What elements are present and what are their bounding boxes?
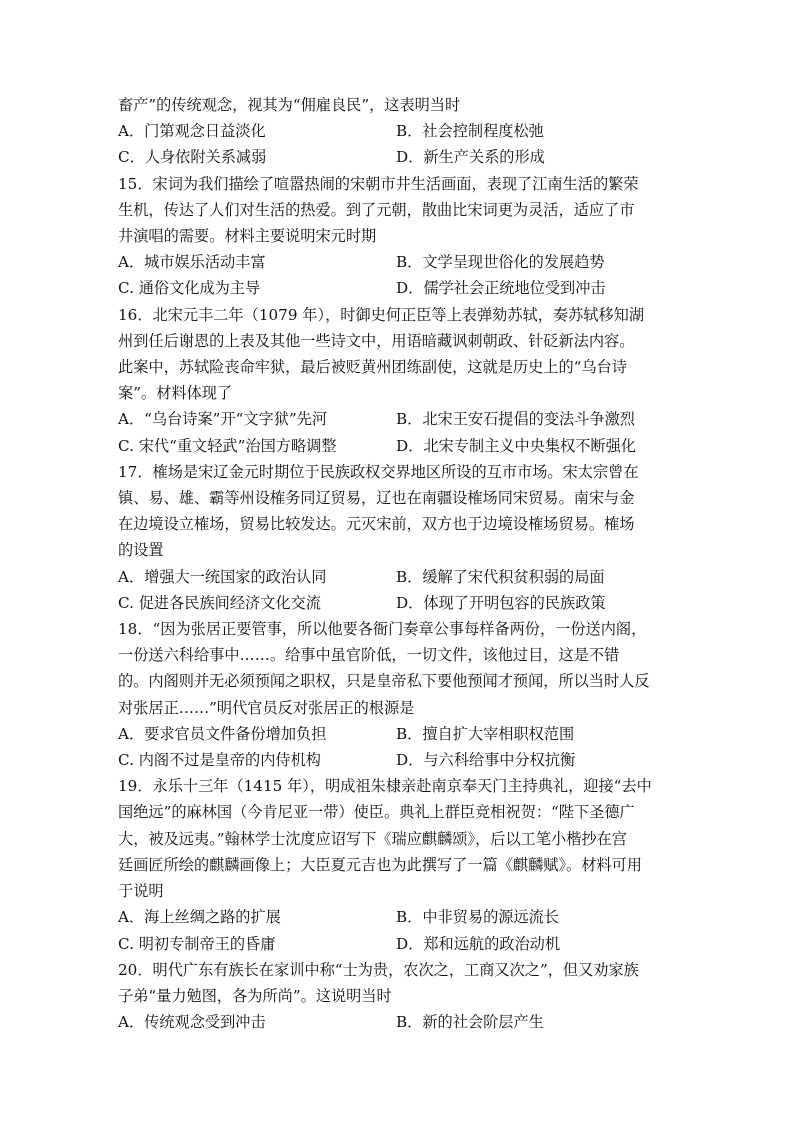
question-text-line: 20．明代广东有族长在家训中称“士为贵，农次之，工商又次之”，但又劝家族: [118, 960, 639, 979]
option-c: C．人身依附关系减弱: [118, 148, 267, 167]
option-d: D．新生产关系的形成: [396, 148, 545, 167]
option-c: C. 宋代“重文轻武”治国方略调整: [118, 436, 337, 455]
question-text-line: 的设置: [118, 541, 164, 560]
question-text-line: 畜产”的传统观念，视其为“佣雇良民”，这表明当时: [118, 96, 461, 114]
option-row: [118, 1009, 678, 1035]
question-text-line: 一份送六科给事中……。给事中虽官阶低，一切文件，该他过目，这是不错: [118, 646, 620, 665]
question-text-line: 对张居正……”明代官员反对张居正的根源是: [118, 698, 415, 717]
option-d: D．与六科给事中分权抗衡: [396, 751, 576, 770]
option-row: [118, 144, 678, 170]
question-17: [118, 459, 678, 616]
question-text-line: 19．永乐十三年（1415 年），明成祖朱棣亲赴南京奉天门主持典礼，迎接“去中: [118, 777, 652, 796]
option-b: B．中非贸易的源远流长: [396, 908, 560, 927]
option-row: [118, 433, 678, 459]
question-text-line: 案”。材料体现了: [118, 384, 233, 403]
option-c: C. 促进各民族间经济文化交流: [118, 593, 321, 612]
question-text-line: 的。内阁则并无必须预闻之职权，只是皇帝私下要他预闻才预闻，所以当时人反: [118, 672, 650, 691]
question-text-line: 廷画匠所绘的麒麟画像上；大臣夏元吉也为此撰写了一篇《麒麟赋》。材料可用: [118, 855, 642, 874]
question-text-line: 15．宋词为我们描绘了喧嚣热闹的宋朝市井生活画面，表现了江南生活的繁荣: [118, 174, 639, 193]
question-text-line: 16．北宋元丰二年（1079 年），时御史何正臣等上表弹劾苏轼，奏苏轼移知湖: [118, 305, 645, 324]
option-row: [118, 275, 678, 301]
question-text-line: 于说明: [118, 882, 164, 901]
option-b: B．文学呈现世俗化的发展趋势: [396, 253, 605, 272]
option-row: [118, 118, 678, 144]
option-b: B．擅自扩大宰相职权范围: [396, 724, 575, 743]
option-d: D．北宋专制主义中央集权不断强化: [396, 436, 636, 455]
option-b: B．新的社会阶层产生: [396, 1013, 544, 1032]
question-16: [118, 302, 678, 459]
option-row: [118, 590, 678, 616]
question-text-line: 国绝远”的麻林国（今肯尼亚一带）使臣。典礼上群臣竞相祝贺：“陛下圣德广: [118, 803, 635, 822]
option-a: A．城市娱乐活动丰富: [118, 253, 266, 272]
option-d: D．体现了开明包容的民族政策: [396, 593, 606, 612]
option-a: A．要求官员文件备份增加负担: [118, 724, 327, 743]
intro-question-tail: [118, 92, 678, 171]
option-row: [118, 931, 678, 957]
option-d: D．郑和远航的政治动机: [396, 934, 561, 953]
option-a: A．海上丝绸之路的扩展: [118, 908, 281, 927]
option-row: [118, 564, 678, 590]
option-row: [118, 747, 678, 773]
question-19: [118, 773, 678, 956]
question-15: [118, 171, 678, 302]
question-18: [118, 616, 678, 773]
option-b: B．社会控制程度松弛: [396, 122, 544, 141]
option-b: B．缓解了宋代积贫积弱的局面: [396, 567, 605, 586]
option-a: A．门第观念日益淡化: [118, 122, 266, 141]
question-text-line: 州到任后谢恩的上表及其他一些诗文中，用语暗藏讽刺朝政、针砭新法内容。: [118, 331, 635, 350]
option-row: [118, 406, 678, 432]
option-row: [118, 904, 678, 930]
option-a: A．增强大一统国家的政治认同: [118, 567, 327, 586]
question-text-line: 17．榷场是宋辽金元时期位于民族政权交界地区所设的互市市场。宋太宗曾在: [118, 462, 639, 481]
option-a: A．“乌台诗案”开“文字狱”先河: [118, 410, 328, 429]
question-text-line: 生机，传达了人们对生活的热爱。到了元朝，散曲比宋词更为灵活，适应了市: [118, 200, 635, 219]
option-row: [118, 249, 678, 275]
question-text-line: 大，被及远夷。”翰林学士沈度应诏写下《瑞应麒麟颂》，后以工笔小楷抄在宫: [118, 829, 627, 848]
option-a: A．传统观念受到冲击: [118, 1013, 266, 1032]
question-text-line: 18．“因为张居正要管事，所以他要各衙门奏章公事每样备两份，一份送内阁，: [118, 620, 647, 639]
option-c: C. 内阁不过是皇帝的内侍机构: [118, 751, 321, 770]
option-c: C. 明初专制帝王的昏庸: [118, 934, 276, 953]
question-text-line: 子弟“量力勉图，各为所尚”。这说明当时: [118, 986, 392, 1005]
question-text-line: 井演唱的需要。材料主要说明宋元时期: [118, 227, 377, 246]
question-text-line: 此案中，苏轼险丧命牢狱，最后被贬黄州团练副使，这就是历史上的“乌台诗: [118, 358, 627, 377]
question-text-line: 在边境设立榷场，贸易比较发达。元灭宋前，双方也于边境设榷场贸易。榷场: [118, 515, 635, 534]
option-c: C. 通俗文化成为主导: [118, 279, 261, 298]
option-b: B．北宋王安石提倡的变法斗争激烈: [396, 410, 635, 429]
option-d: D．儒学社会正统地位受到冲击: [396, 279, 606, 298]
question-text-line: 镇、易、雄、霸等州设榷务同辽贸易，辽也在南疆设榷场同宋贸易。南宋与金: [118, 489, 635, 508]
question-20: [118, 957, 678, 1036]
option-row: [118, 721, 678, 747]
exam-page: [118, 92, 678, 1035]
